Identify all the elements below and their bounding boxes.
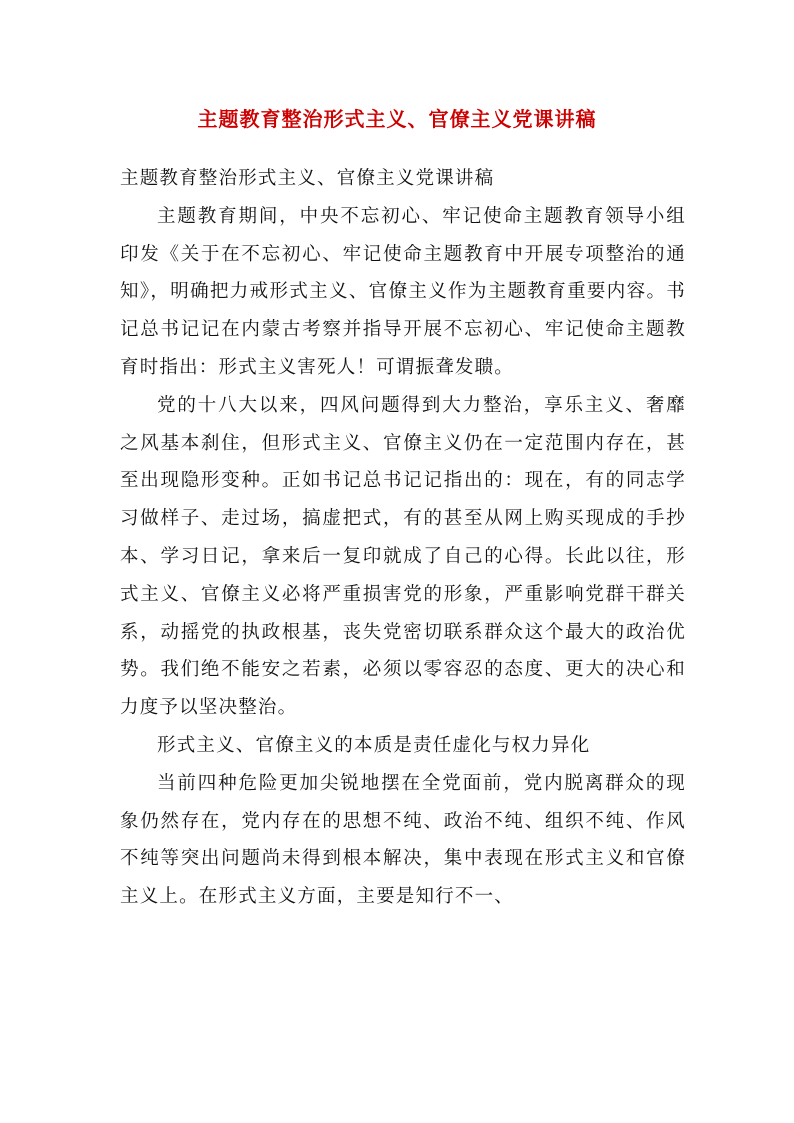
paragraph-1: 主题教育期间，中央不忘初心、牢记使命主题教育领导小组印发《关于在不忘初心、牢记使命主题教育中开展专项整治的通知》，明确把力戒形式主义、官僚主义作为主题教育重要内容。书记总书记记在内蒙古考察并指导开展不忘初心、牢记使命主题教育时指出：形式主义害死人！可谓振聋发聩。 [120,205,686,378]
document-subtitle: 主题教育整治形式主义、官僚主义党课讲稿 [120,168,495,189]
paragraph-2: 党的十八大以来，四风问题得到大力整治，享乐主义、奢靡之风基本刹住，但形式主义、官僚主义仍在一定范围内存在，甚至出现隐形变种。正如书记总书记记指出的：现在，有的同志学习做样子、走过场，搞虚把式，有的甚至从网上购买现成的手抄本、学习日记，拿来后一复印就成了自己的心得。长此以往，形式主义、官僚主义必将严重损害党的形象，严重影响党群干群关系，动摇党的执政根基，丧失党密切联系群众这个最大的政治优势。我们绝不能安之若素，必须以零容忍的态度、更大的决心和力度予以坚决整治。 [120,394,686,719]
section-heading: 形式主义、官僚主义的本质是责任虚化与权力异化 [157,734,591,756]
paragraph-3: 当前四种危险更加尖锐地摆在全党面前，党内脱离群众的现象仍然存在，党内存在的思想不纯、政治不纯、组织不纯、作风不纯等突出问题尚未得到根本解决，集中表现在形式主义和官僚主义上。在形式主义方面，主要是知行不一、 [120,772,686,908]
document-title: 主题教育整治形式主义、官僚主义党课讲稿 [197,107,597,131]
document-body [120,160,686,916]
